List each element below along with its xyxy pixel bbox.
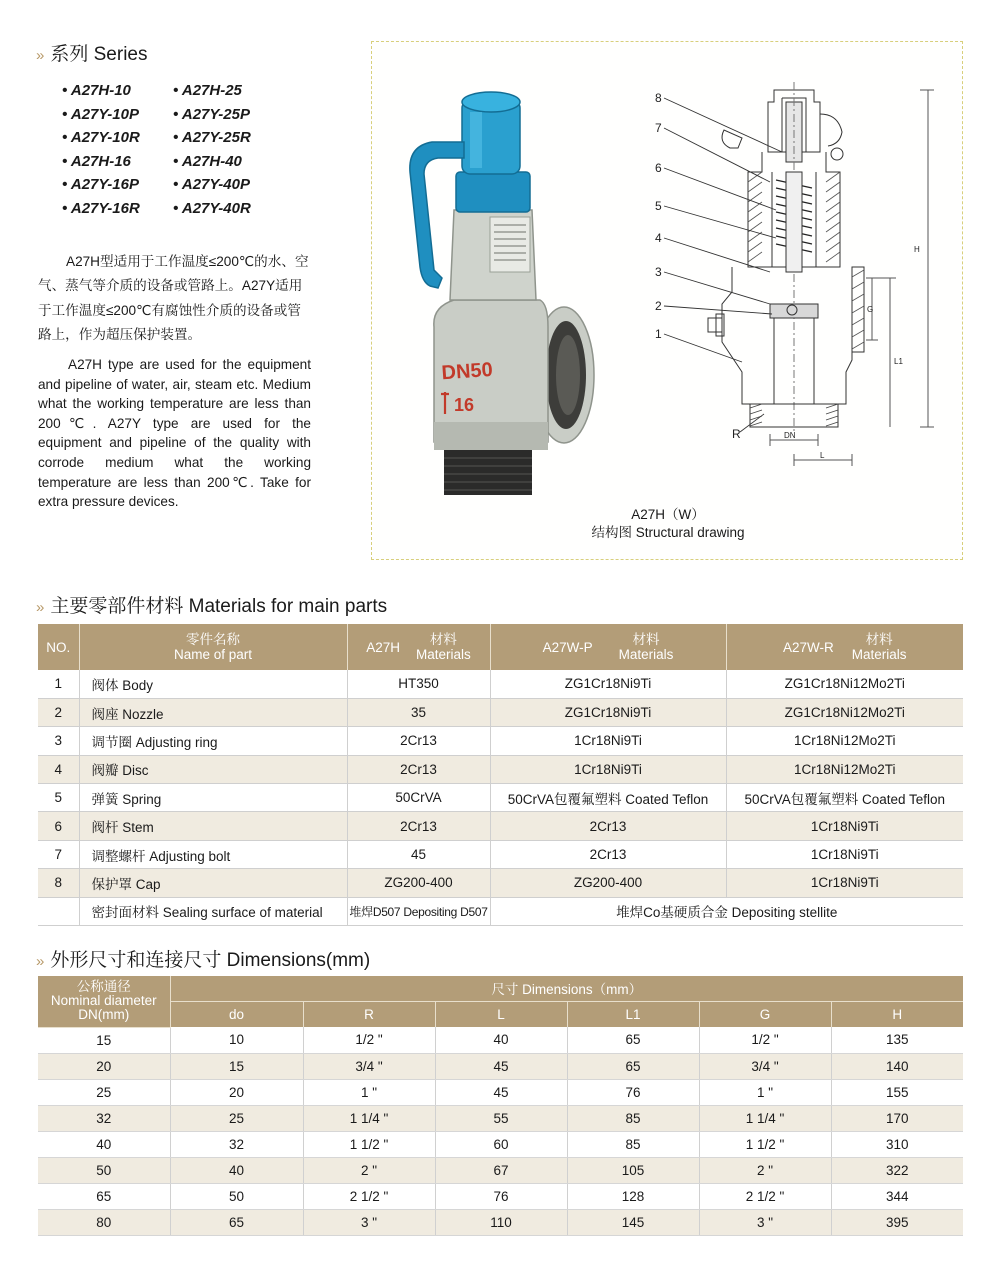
cell-name: 调节圈 Adjusting ring <box>79 727 347 755</box>
bullet: • <box>173 176 182 194</box>
bullet: • <box>173 152 182 170</box>
cell-a27h: 2Cr13 <box>347 812 490 840</box>
header-part-name: 零件名称 Name of part <box>79 624 347 670</box>
table-row <box>38 1210 963 1236</box>
bullet: • <box>173 129 182 147</box>
bullet: • <box>173 199 182 217</box>
header-no: NO. <box>38 624 79 670</box>
series-item <box>173 104 293 127</box>
part-label-7: 7 <box>655 121 662 135</box>
dim-cell: 55 <box>435 1105 567 1131</box>
dim-cell: 1 1/4 " <box>303 1105 435 1131</box>
series-item-label: A27H-16 <box>70 152 131 170</box>
cell-no: 2 <box>38 698 79 726</box>
dim-cell: 50 <box>170 1184 303 1210</box>
cell-a27h: 45 <box>347 840 490 868</box>
dim-cell: 32 <box>38 1105 170 1131</box>
dim-cell: 1 " <box>303 1079 435 1105</box>
cell-name: 阀杆 Stem <box>79 812 347 840</box>
series-item-label: A27Y-25P <box>181 105 250 123</box>
dim-cell: 140 <box>831 1053 963 1079</box>
dim-cell: 135 <box>831 1027 963 1053</box>
table-row <box>38 1079 963 1105</box>
label-g: G <box>867 305 874 314</box>
header-a27w-p: A27W-P 材料 Materials <box>490 624 726 670</box>
dim-cell: 60 <box>435 1131 567 1157</box>
dim-cell: 3 " <box>303 1210 435 1236</box>
dim-cell: 85 <box>567 1105 699 1131</box>
header-nominal-diameter: 公称通径 Nominal diameter DN(mm) <box>38 976 170 1027</box>
part-label-3: 3 <box>655 265 662 279</box>
table-row <box>38 812 963 840</box>
label-l: L <box>820 451 825 460</box>
table-row <box>38 755 963 783</box>
dim-cell: 322 <box>831 1157 963 1183</box>
cell-a27wp: 1Cr18Ni9Ti <box>490 727 726 755</box>
dim-cell: 25 <box>38 1079 170 1105</box>
cell-a27h: 2Cr13 <box>347 755 490 783</box>
cell-a27wp: ZG1Cr18Ni9Ti <box>490 698 726 726</box>
label-h: H <box>914 245 920 254</box>
dim-cell: 40 <box>38 1131 170 1157</box>
cell-a27h: HT350 <box>347 670 490 698</box>
table-row-sealing <box>38 897 963 925</box>
dim-cell: 65 <box>567 1027 699 1053</box>
cell-no: 4 <box>38 755 79 783</box>
header-r: R <box>303 1001 435 1027</box>
cell-a27wr: 1Cr18Ni9Ti <box>726 869 963 897</box>
photo-label-dn: DN50 <box>440 358 494 385</box>
materials-table <box>38 624 963 926</box>
dim-cell: 20 <box>38 1053 170 1079</box>
dim-cell: 1/2 " <box>699 1027 831 1053</box>
dim-cell: 32 <box>170 1131 303 1157</box>
dim-cell: 110 <box>435 1210 567 1236</box>
dim-cell: 3/4 " <box>303 1053 435 1079</box>
table-row <box>38 727 963 755</box>
dim-cell: 45 <box>435 1053 567 1079</box>
cell-a27h: 2Cr13 <box>347 727 490 755</box>
series-item <box>173 174 293 197</box>
dim-cell: 40 <box>435 1027 567 1053</box>
dim-cell: 2 " <box>699 1157 831 1183</box>
cell-a27wp: 2Cr13 <box>490 840 726 868</box>
valve-figure <box>372 42 964 561</box>
dim-cell: 15 <box>38 1027 170 1053</box>
label-l1: L1 <box>894 357 903 366</box>
cell-name: 保护罩 Cap <box>79 869 347 897</box>
series-item <box>173 198 293 221</box>
table-row <box>38 670 963 698</box>
cell-no: 3 <box>38 727 79 755</box>
cell-name: 密封面材料 Sealing surface of material <box>79 897 347 925</box>
dim-cell: 80 <box>38 1210 170 1236</box>
dim-cell: 1 1/2 " <box>303 1131 435 1157</box>
dim-cell: 1 1/2 " <box>699 1131 831 1157</box>
series-item <box>62 151 173 174</box>
series-item <box>173 80 293 103</box>
cell-a27wr: 1Cr18Ni9Ti <box>726 812 963 840</box>
series-item <box>62 127 173 150</box>
cell-a27wp: 50CrVA包覆氟塑料 Coated Teflon <box>490 784 726 812</box>
series-item-label: A27Y-10R <box>70 129 140 147</box>
cell-name: 阀座 Nozzle <box>79 698 347 726</box>
header-do: do <box>170 1001 303 1027</box>
table-row <box>38 1053 963 1079</box>
cell-no: 1 <box>38 670 79 698</box>
cell-a27wr: 1Cr18Ni12Mo2Ti <box>726 755 963 783</box>
cell-no: 7 <box>38 840 79 868</box>
series-list <box>62 80 293 221</box>
dim-cell: 310 <box>831 1131 963 1157</box>
cell-other: 堆焊Co基硬质合金 Depositing stellite <box>490 897 963 925</box>
cell-a27wp: 1Cr18Ni9Ti <box>490 755 726 783</box>
header-a27h: A27H 材料 Materials <box>347 624 490 670</box>
series-item-label: A27H-40 <box>181 152 242 170</box>
dim-cell: 2 1/2 " <box>303 1184 435 1210</box>
table-row <box>38 1131 963 1157</box>
dim-cell: 2 " <box>303 1157 435 1183</box>
figure-caption-title: 结构图 Structural drawing <box>591 525 745 540</box>
dim-cell: 10 <box>170 1027 303 1053</box>
bullet: • <box>62 105 71 123</box>
dim-cell: 395 <box>831 1210 963 1236</box>
dim-cell: 2 1/2 " <box>699 1184 831 1210</box>
table-row <box>38 840 963 868</box>
series-item <box>62 198 173 221</box>
cell-a27wr: 50CrVA包覆氟塑料 Coated Teflon <box>726 784 963 812</box>
dim-cell: 145 <box>567 1210 699 1236</box>
dim-cell: 3 " <box>699 1210 831 1236</box>
table-row <box>38 1105 963 1131</box>
dim-cell: 65 <box>567 1053 699 1079</box>
cell-name: 调整螺杆 Adjusting bolt <box>79 840 347 868</box>
header-a27w-r: A27W-R 材料 Materials <box>726 624 963 670</box>
series-item-label: A27H-10 <box>70 82 131 99</box>
dim-cell: 1/2 " <box>303 1027 435 1053</box>
series-item <box>62 104 173 127</box>
dim-cell: 1 1/4 " <box>699 1105 831 1131</box>
cell-a27h: 50CrVA <box>347 784 490 812</box>
series-item-label: A27Y-40P <box>181 176 250 194</box>
series-title: » 系列 Series <box>36 44 148 65</box>
table-row <box>38 784 963 812</box>
cell-no: 6 <box>38 812 79 840</box>
table-row <box>38 1027 963 1053</box>
dim-cell: 65 <box>170 1210 303 1236</box>
structural-drawing <box>664 82 934 466</box>
dim-cell: 76 <box>567 1079 699 1105</box>
cell-a27h: 堆焊D507 Depositing D507 <box>347 897 490 925</box>
bullet: • <box>62 199 71 217</box>
series-item <box>62 80 173 103</box>
dim-cell: 50 <box>38 1157 170 1183</box>
cell-a27h: ZG200-400 <box>347 869 490 897</box>
series-item-label: A27Y-25R <box>181 129 251 147</box>
cell-name: 阀瓣 Disc <box>79 755 347 783</box>
cell-no: 8 <box>38 869 79 897</box>
materials-title: » 主要零部件材料 Materials for main parts <box>36 596 388 617</box>
cell-no <box>38 897 79 925</box>
cell-name: 弹簧 Spring <box>79 784 347 812</box>
bullet: • <box>62 82 71 99</box>
figure-box <box>371 41 963 560</box>
series-item-label: A27Y-16P <box>70 176 139 194</box>
series-item <box>62 174 173 197</box>
photo-label-pn: 16 <box>454 395 475 415</box>
series-item-label: A27H-25 <box>181 82 242 99</box>
header-l1: L1 <box>567 1001 699 1027</box>
cell-a27wp: ZG1Cr18Ni9Ti <box>490 670 726 698</box>
dim-cell: 45 <box>435 1079 567 1105</box>
cell-a27h: 35 <box>347 698 490 726</box>
table-row <box>38 698 963 726</box>
part-label-2: 2 <box>655 299 662 313</box>
dim-cell: 3/4 " <box>699 1053 831 1079</box>
series-item <box>173 127 293 150</box>
bullet: • <box>62 129 71 147</box>
cell-a27wp: 2Cr13 <box>490 812 726 840</box>
dim-cell: 1 " <box>699 1079 831 1105</box>
part-label-6: 6 <box>655 161 662 175</box>
figure-caption-model: A27H（W） <box>631 507 705 522</box>
dim-cell: 344 <box>831 1184 963 1210</box>
cell-a27wr: 1Cr18Ni9Ti <box>726 840 963 868</box>
dim-cell: 20 <box>170 1079 303 1105</box>
dim-cell: 85 <box>567 1131 699 1157</box>
dimensions-title: » 外形尺寸和连接尺寸 Dimensions(mm) <box>36 950 371 971</box>
dim-cell: 105 <box>567 1157 699 1183</box>
dim-cell: 65 <box>38 1184 170 1210</box>
part-label-4: 4 <box>655 231 662 245</box>
label-dn: DN <box>784 431 796 440</box>
series-item <box>173 151 293 174</box>
dim-cell: 170 <box>831 1105 963 1131</box>
part-label-1: 1 <box>655 327 662 341</box>
dim-cell: 25 <box>170 1105 303 1131</box>
part-label-5: 5 <box>655 199 662 213</box>
part-label-8: 8 <box>655 91 662 105</box>
dimensions-table <box>38 976 963 1236</box>
header-dimensions-group: 尺寸 Dimensions（mm） <box>170 976 963 1001</box>
dim-cell: 67 <box>435 1157 567 1183</box>
cell-no: 5 <box>38 784 79 812</box>
series-item-label: A27Y-40R <box>181 199 251 217</box>
bullet: • <box>62 152 71 170</box>
header-g: G <box>699 1001 831 1027</box>
cell-name: 阀体 Body <box>79 670 347 698</box>
table-row <box>38 869 963 897</box>
cell-a27wr: ZG1Cr18Ni12Mo2Ti <box>726 670 963 698</box>
series-item-label: A27Y-10P <box>70 105 139 123</box>
cell-a27wr: 1Cr18Ni12Mo2Ti <box>726 727 963 755</box>
dim-cell: 76 <box>435 1184 567 1210</box>
dim-cell: 128 <box>567 1184 699 1210</box>
table-row <box>38 1157 963 1183</box>
dim-cell: 155 <box>831 1079 963 1105</box>
header-h: H <box>831 1001 963 1027</box>
bullet: • <box>62 176 71 194</box>
bullet: • <box>173 82 182 99</box>
header-l: L <box>435 1001 567 1027</box>
dim-cell: 40 <box>170 1157 303 1183</box>
valve-photo <box>410 92 594 495</box>
cell-a27wp: ZG200-400 <box>490 869 726 897</box>
description-en: A27H type are used for the equipment and pipeline of water, air, steam etc. Medium what the working temperature are less than 200℃. A27Y type are used for the equipment and pipeline of the quality with corrode medium what the working temperature are less than 200℃. Take for extra pressure devices. <box>38 357 311 510</box>
cell-a27wr: ZG1Cr18Ni12Mo2Ti <box>726 698 963 726</box>
label-r: R <box>732 427 741 441</box>
dim-cell: 15 <box>170 1053 303 1079</box>
series-item-label: A27Y-16R <box>70 199 140 217</box>
table-row <box>38 1184 963 1210</box>
bullet: • <box>173 105 182 123</box>
description-cn: A27H型适用于工作温度≤200℃的水、空气、蒸气等介质的设备或管路上。A27Y适用于工作温度≤200℃有腐蚀性介质的设备或管路上，作为超压保护装置。 <box>38 254 309 343</box>
